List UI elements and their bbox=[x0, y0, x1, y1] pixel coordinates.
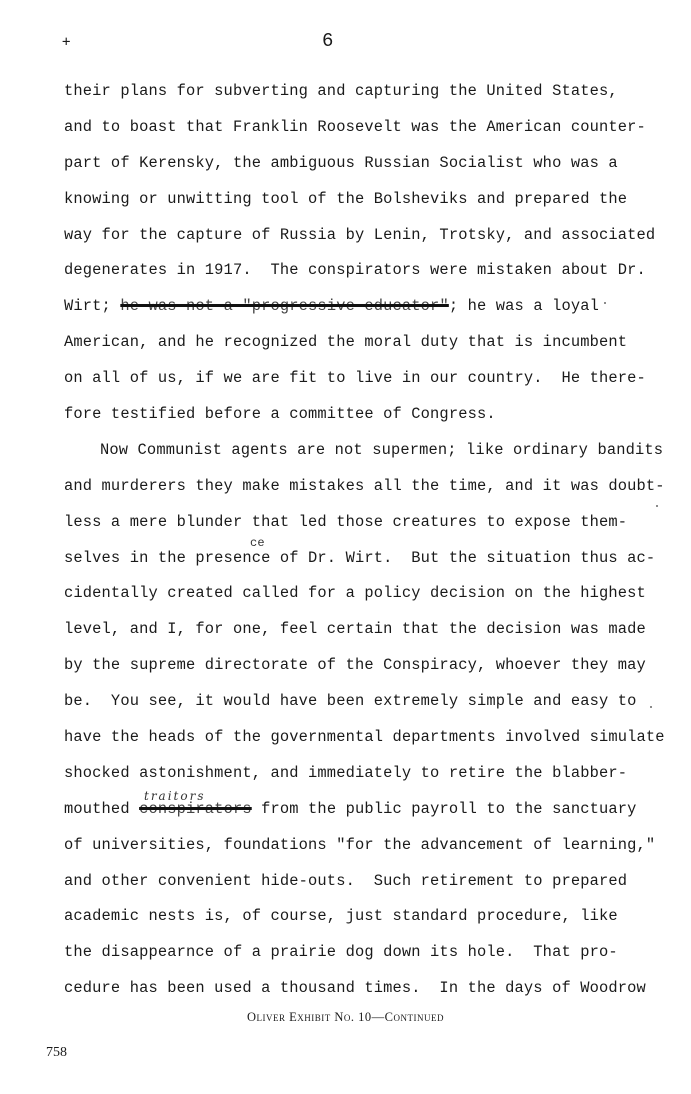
text-line: less a mere blunder that led those creatures to expose them- bbox=[64, 512, 628, 531]
text-line: level, and I, for one, feel certain that the decision was made bbox=[64, 620, 646, 639]
text-line: academic nests is, of course, just standard procedure, like bbox=[64, 907, 618, 926]
text-line-with-strikeout bbox=[64, 788, 664, 828]
text-line: degenerates in 1917. The conspirators were mistaken about Dr. bbox=[64, 261, 646, 280]
text-line: on all of us, if we are fit to live in our country. He there- bbox=[64, 369, 646, 388]
text-line: their plans for subverting and capturing the United States, bbox=[64, 82, 618, 100]
line-text: from the public payroll to the sanctuary bbox=[251, 799, 637, 818]
paragraph-start-line: Now Communist agents are not supermen; like ordinary bandits bbox=[100, 440, 664, 459]
line-text: selves in the presence of Dr. Wirt. But the situation thus ac- bbox=[64, 548, 656, 567]
line-text: mouthed bbox=[64, 799, 140, 818]
text-line: be. You see, it would have been extremely simple and easy to bbox=[64, 692, 637, 711]
struck-out-text: conspirators bbox=[139, 799, 252, 818]
line-text: ; he was a loyal bbox=[448, 297, 600, 316]
header-mark: + bbox=[62, 34, 71, 50]
text-line: way for the capture of Russia by Lenin, Trotsky, and associated bbox=[64, 225, 656, 244]
text-line: cidentally created called for a policy decision on the highest bbox=[64, 584, 646, 603]
text-line-with-insert bbox=[64, 535, 664, 577]
struck-out-text: he was not a "progressive educator" bbox=[120, 297, 449, 316]
text-line: have the heads of the governmental departments involved simulate bbox=[64, 728, 665, 747]
text-line: American, and he recognized the moral duty that is incumbent bbox=[64, 333, 628, 352]
scan-speck bbox=[604, 302, 606, 304]
text-line: part of Kerensky, the ambiguous Russian Socialist who was a bbox=[64, 153, 618, 172]
text-line: of universities, foundations "for the advancement of learning," bbox=[64, 835, 656, 854]
page-number: 6 bbox=[322, 30, 334, 52]
text-line: cedure has been used a thousand times. In the days of Woodrow bbox=[64, 979, 646, 998]
scan-speck bbox=[656, 505, 658, 507]
text-line: and to boast that Franklin Roosevelt was the American counter- bbox=[64, 117, 646, 136]
exhibit-caption: Oliver Exhibit No. 10—Continued bbox=[246, 1010, 444, 1024]
text-line: and other convenient hide-outs. Such retirement to prepared bbox=[64, 871, 628, 890]
folio-number: 758 bbox=[46, 1045, 67, 1060]
body-text bbox=[64, 74, 664, 1007]
text-line: knowing or unwitting tool of the Bolsheviks and prepared the bbox=[64, 189, 628, 208]
text-line: the disappearnce of a prairie dog down its hole. That pro- bbox=[64, 943, 618, 962]
text-line-with-strikeout bbox=[64, 289, 664, 325]
scan-speck bbox=[650, 706, 652, 708]
text-line: and murderers they make mistakes all the time, and it was doubt- bbox=[64, 476, 665, 495]
handwritten-insert: traitors bbox=[144, 788, 206, 803]
text-line: shocked astonishment, and immediately to retire the blabber- bbox=[64, 763, 628, 782]
text-line: fore testified before a committee of Congress. bbox=[64, 405, 496, 424]
line-text: Wirt; bbox=[64, 297, 121, 316]
handwritten-insert: ce bbox=[250, 535, 265, 550]
text-line: by the supreme directorate of the Conspiracy, whoever they may bbox=[64, 656, 646, 675]
